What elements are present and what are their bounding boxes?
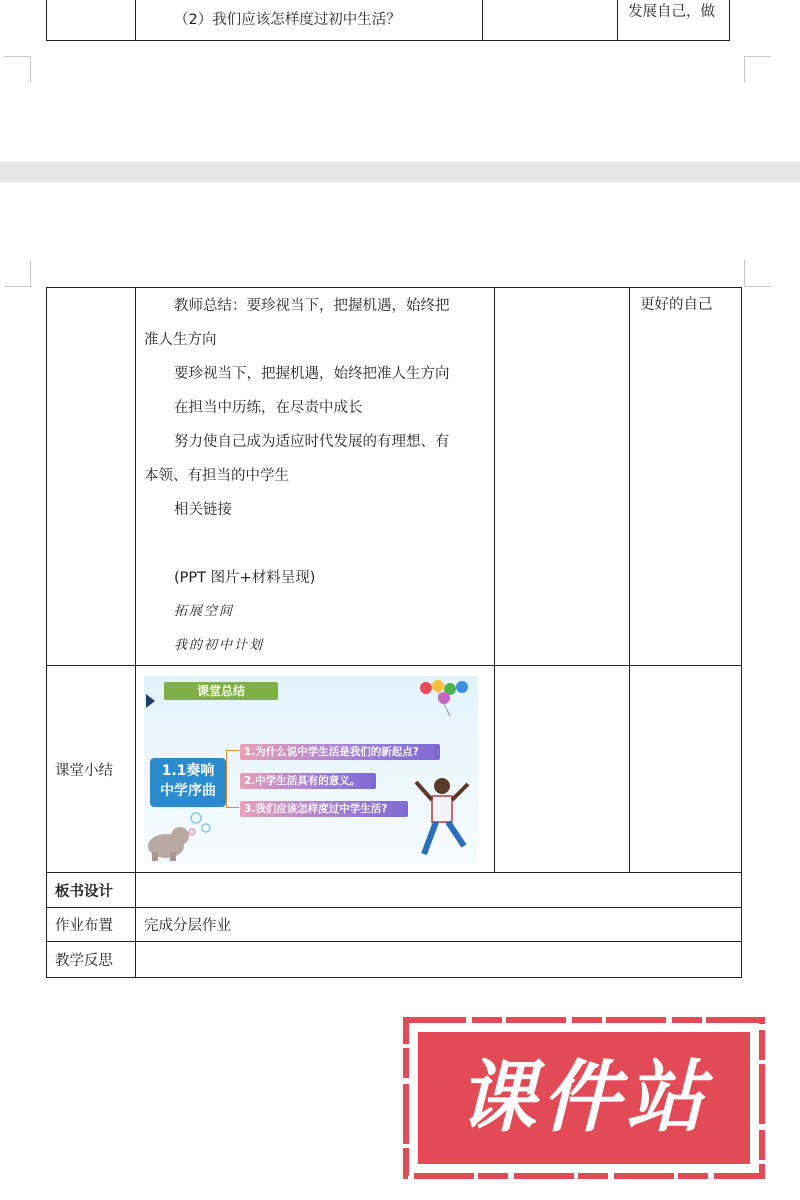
content-line: 相关链接 [174,502,232,518]
content-line: (PPT 图片+材料呈现) [174,570,316,586]
content-line: 准人生方向 [144,332,217,348]
content-line: 本领、有担当的中学生 [144,468,289,484]
slide-item: 3.我们应该怎样度过中学生活? [240,801,408,817]
slide-bracket [226,750,239,808]
summary-method-cell [495,666,630,873]
homework-content: 完成分层作业 [144,918,231,934]
table-row [47,873,742,908]
top-col3-cell [483,0,618,41]
slide-title-line2: 中学序曲 [160,783,216,799]
play-arrow-icon [146,694,155,708]
intent-cell [630,288,742,666]
lesson-plan-table [46,287,742,978]
student-figure-icon [406,774,478,862]
content-line: 拓展空间 [174,604,235,619]
table-row [47,942,742,978]
content-line: 我的初中计划 [174,638,265,653]
page-gap [0,162,800,182]
reflection-label: 教学反思 [55,953,113,969]
watermark-stamp [402,1016,766,1180]
summary-label: 课堂小结 [55,762,113,779]
method-cell [495,288,630,666]
slide-header: 课堂总结 [164,682,278,700]
lesson-summary-slide [144,676,478,864]
board-content-cell [136,873,742,908]
page-corner-mark [4,56,31,83]
page-corner-mark [4,260,31,287]
content-line: 在担当中历练，在尽责中成长 [174,400,363,416]
summary-intent-cell [630,666,742,873]
homework-content-cell [136,908,742,942]
content-line: 教师总结：要珍视当下，把握机遇，始终把 [174,298,450,314]
document-page-top [0,0,800,162]
content-line: 努力使自己成为适应时代发展的有理想、有 [174,434,450,450]
table-row [47,288,742,666]
board-label: 板书设计 [55,883,113,900]
watermark-text: 课件站 [457,1053,710,1143]
slide-title-box [150,758,226,807]
reflection-label-cell [47,942,136,978]
summary-label-cell [47,666,136,873]
content-line: 要珍视当下，把握机遇，始终把准人生方向 [174,366,450,382]
table-row [47,908,742,942]
row-label-cell [47,288,136,666]
teaching-content-cell [136,288,495,666]
board-label-cell [47,873,136,908]
top-col4-cell [618,0,730,41]
page-corner-mark [744,56,771,83]
homework-label: 作业布置 [55,918,113,934]
reflection-content-cell [136,942,742,978]
top-col2-cell [136,0,483,41]
elephant-icon [144,806,224,862]
intent-text: 更好的自己 [640,297,713,313]
homework-label-cell [47,908,136,942]
top-col4-text: 发展自己，做 [628,4,715,20]
top-question-text: （2）我们应该怎样度过初中生活？ [174,12,401,28]
top-col1-cell [47,0,136,41]
slide-item: 1.为什么说中学生活是我们的新起点? [240,744,440,760]
slide-item: 2.中学生活具有的意义。 [240,773,376,789]
page-corner-mark [744,260,771,287]
balloons-icon [414,678,476,718]
slide-title-line1: 1.1奏响 [161,763,215,779]
top-table [46,0,730,41]
